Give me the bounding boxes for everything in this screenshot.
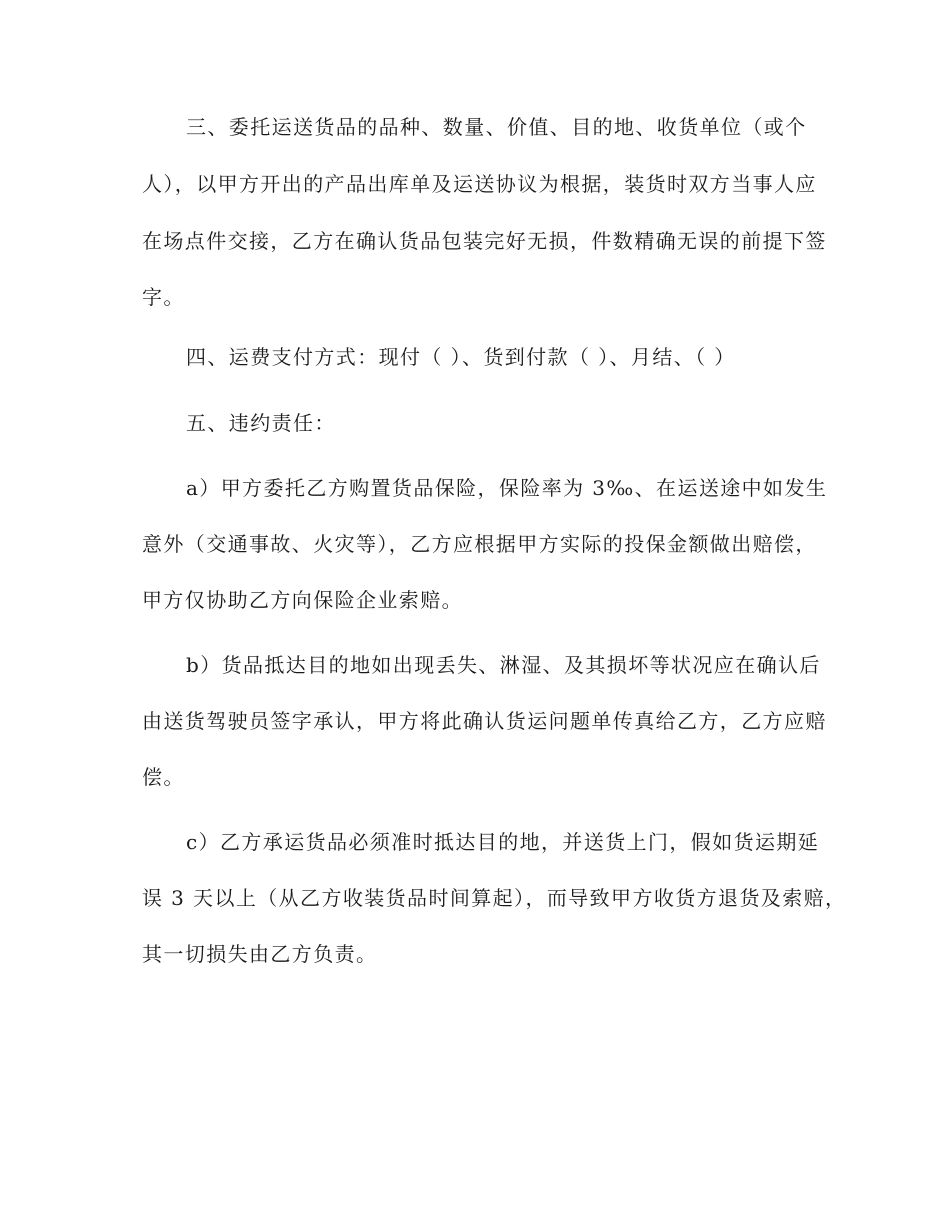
clause-5c-line-1: c）乙方承运货品必须准时抵达目的地，并送货上门，假如货运期延	[186, 830, 820, 854]
clause-3-line-3: 在场点件交接，乙方在确认货品包装完好无损，件数精确无误的前提下签	[142, 229, 827, 253]
clause-3-line-2: 人），以甲方开出的产品出库单及运送协议为根据，装货时双方当事人应	[142, 172, 817, 196]
clause-5b-line-3: 偿。	[142, 765, 185, 789]
clause-3-line-4: 字。	[142, 285, 185, 309]
clause-5-heading: 五、违约责任：	[186, 411, 336, 435]
clause-5b-line-1: b）货品抵达目的地如出现丢失、淋湿、及其损坏等状况应在确认后	[186, 653, 821, 677]
clause-5c-line-3: 其一切损失由乙方负责。	[142, 942, 378, 966]
clause-5a-line-2: 意外（交通事故、火灾等），乙方应根据甲方实际的投保金额做出赔偿，	[142, 532, 817, 556]
clause-3-line-1: 三、委托运送货品的品种、数量、价值、目的地、收货单位（或个	[186, 115, 807, 139]
clause-5a-line-1: a）甲方委托乙方购置货品保险，保险率为 3‰、在运送途中如发生	[186, 476, 828, 500]
clause-4-line-1: 四、运费支付方式：现付（ ）、货到付款（ ）、月结、（ ）	[186, 345, 736, 369]
clause-5a-line-3: 甲方仅协助乙方向保险企业索赔。	[142, 588, 463, 612]
clause-5b-line-2: 由送货驾驶员签字承认，甲方将此确认货运问题单传真给乙方，乙方应赔	[142, 709, 827, 733]
clause-5c-line-2: 误 3 天以上（从乙方收装货品时间算起），而导致甲方收货方退货及索赔，	[142, 886, 847, 910]
